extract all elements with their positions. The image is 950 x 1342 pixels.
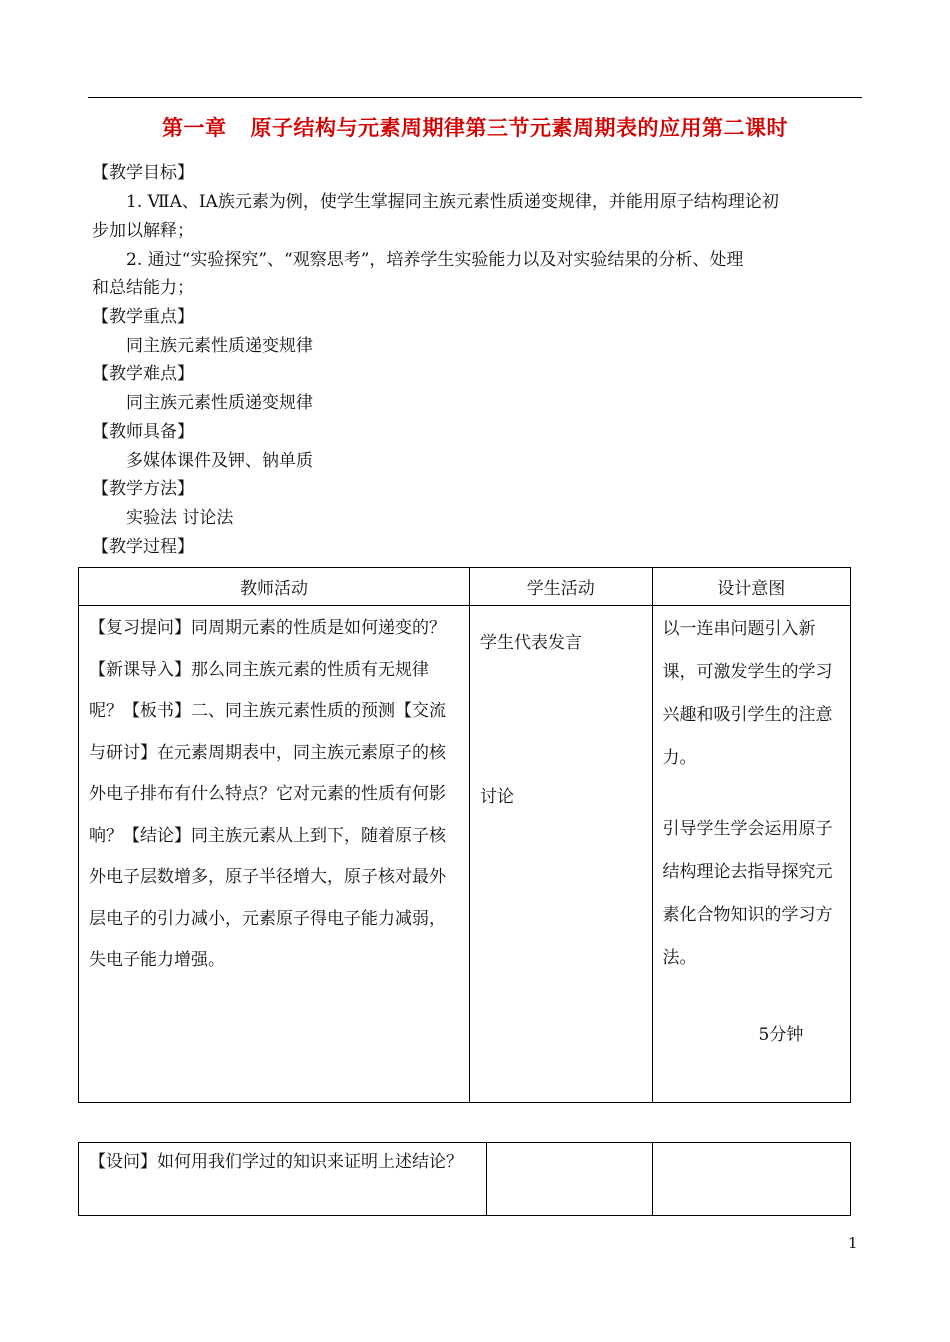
objectives-heading: 【教学目标】 bbox=[92, 163, 194, 183]
student-activity-discuss: 讨论 bbox=[480, 787, 514, 807]
design-intent-duration: 5分钟 bbox=[758, 1025, 804, 1045]
lesson-table-1 bbox=[78, 567, 851, 1103]
student-activity-cell bbox=[470, 606, 653, 1103]
title-lesson: 原子结构与元素周期律第三节元素周期表的应用第二课时 bbox=[250, 115, 788, 140]
teacher-activity-text: 【复习提问】同周期元素的性质是如何递变的？【新课导入】那么同主族元素的性质有无规律呢？【板书】二、同主族元素性质的预测【交流与研讨】在元素周期表中，同主族元素原子的核外电子排布有什么特点？它对元素的性质有何影响？【结论】同主族元素从上到下，随着原子核外电子层数增多，原子半径增大，原子核对最外层电子的引力减小，元素原子得电子能力减弱，失电子能力增强。 bbox=[89, 618, 446, 970]
lesson-table-2 bbox=[78, 1142, 851, 1216]
header-design-intent: 设计意图 bbox=[652, 568, 850, 606]
objective-1-line2: 步加以解释； bbox=[92, 221, 194, 241]
preparation-text: 多媒体课件及钾、钠单质 bbox=[126, 451, 313, 471]
title-chapter: 第一章 bbox=[162, 115, 227, 140]
header-rule bbox=[88, 97, 862, 98]
student-empty-cell bbox=[487, 1143, 653, 1216]
method-text: 实验法 讨论法 bbox=[126, 508, 234, 528]
teacher-question-cell bbox=[79, 1143, 487, 1216]
header-student-activity: 学生活动 bbox=[470, 568, 653, 606]
objective-1-line1: 1. ⅦA、ⅠA族元素为例，使学生掌握同主族元素性质递变规律，并能用原子结构理论初 bbox=[126, 192, 779, 212]
objective-2-line2: 和总结能力； bbox=[92, 278, 194, 298]
method-heading: 【教学方法】 bbox=[92, 479, 194, 499]
student-activity-speak: 学生代表发言 bbox=[480, 633, 582, 653]
teacher-activity-cell bbox=[79, 606, 470, 1103]
key-points-heading: 【教学重点】 bbox=[92, 307, 194, 327]
difficulty-heading: 【教学难点】 bbox=[92, 364, 194, 384]
design-intent-1: 以一连串问题引入新课，可激发学生的学习兴趣和吸引学生的注意力。 bbox=[662, 619, 833, 768]
process-heading: 【教学过程】 bbox=[92, 537, 194, 557]
header-teacher-activity: 教师活动 bbox=[79, 568, 470, 606]
page-number: 1 bbox=[848, 1234, 858, 1252]
preparation-heading: 【教师具备】 bbox=[92, 422, 194, 442]
document-title bbox=[88, 112, 862, 142]
key-points-text: 同主族元素性质递变规律 bbox=[126, 336, 313, 356]
teacher-question-text: 【设问】如何用我们学过的知识来证明上述结论？ bbox=[89, 1152, 463, 1172]
difficulty-text: 同主族元素性质递变规律 bbox=[126, 393, 313, 413]
design-empty-cell bbox=[652, 1143, 850, 1216]
design-intent-cell bbox=[652, 606, 850, 1103]
design-intent-2: 引导学生学会运用原子结构理论去指导探究元素化合物知识的学习方法。 bbox=[662, 819, 833, 968]
objective-2-line1: 2. 通过“实验探究”、“观察思考”，培养学生实验能力以及对实验结果的分析、处理 bbox=[126, 250, 744, 270]
